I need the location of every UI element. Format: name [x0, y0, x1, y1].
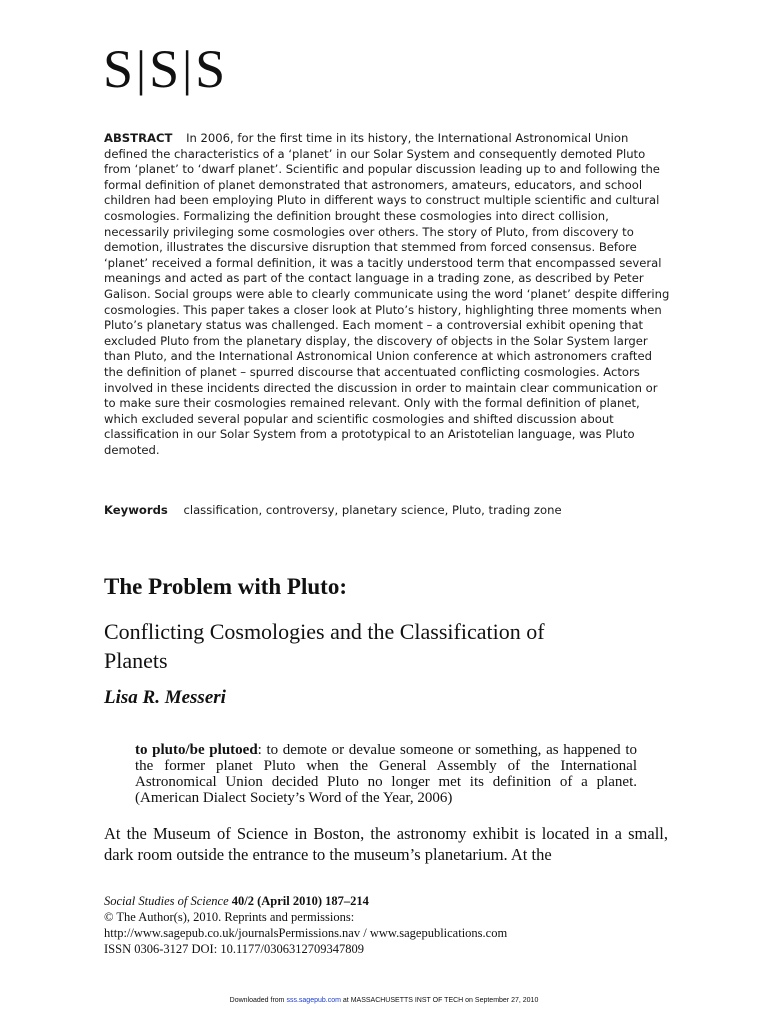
journal-info	[104, 893, 664, 957]
logo-divider: |	[182, 40, 194, 96]
epigraph-text: : to demote or devalue someone or something, as happened to the former planet Pluto when the General Assembly of the International Astronomical Union decided Pluto no longer met its definition of a planet. (American Dialect Society’s Word of the Year, 2006)	[135, 742, 638, 806]
epigraph-term: to pluto/be plutoed	[135, 742, 258, 758]
permissions-urls: http://www.sagepub.co.uk/journalsPermissions.nav / www.sagepublications.com	[104, 926, 508, 940]
epigraph	[135, 742, 637, 806]
logo-divider: |	[136, 40, 148, 96]
journal-volume: 40/2 (April 2010) 187–214	[231, 894, 369, 908]
article-title: The Problem with Pluto:	[104, 574, 347, 599]
download-suffix: at MASSACHUSETTS INST OF TECH on September 27, 2010	[342, 997, 539, 1004]
journal-citation	[104, 893, 664, 909]
body-paragraph: At the Museum of Science in Boston, the astronomy exhibit is located in a small, dark room outside the entrance to the museum’s planetarium. At the	[104, 824, 668, 864]
keywords-label: Keywords	[104, 503, 168, 517]
abstract-text: In 2006, for the first time in its history, the International Astronomical Union defined the characteristics of a ‘planet’ in our Solar System and consequently demoted Pluto from ‘planet’ to ‘dwarf planet’. Scientific and popular discussion leading up to and following the formal definition of planet demonstrated that astronomers, amateurs, educators, and school children had been employing Pluto in different ways to construct multiple scientific and cultural cosmologies. Formalizing the definition brought these cosmologies into direct collision, necessarily privileging some cosmologies over others. The story of Pluto, from discovery to demotion, illustrates the discursive disruption that stemmed from forced consensus. Before ‘planet’ received a formal definition, it was a tacitly understood term that encompassed several meanings and acted as part of the contact language in a trading zone, as described by Peter Galison. Social groups were able to clearly communicate using the word ‘planet’ despite differing cosmologies. This paper takes a closer look at Pluto’s history, highlighting three moments when Pluto’s planetary status was challenged. Each moment – a controversial exhibit opening that excluded Pluto from the planetary display, the discovery of objects in the Solar System larger than Pluto, and the International Astronomical Union conference at which astronomers crafted the definition of planet – spurred discourse that accentuated conflicting cosmologies. Actors involved in these incidents directed the discussion in order to maintain clear communication or to make sure their cosmologies remained relevant. Only with the formal definition of planet, which excluded several popular and scientific cosmologies and shifted discussion about classification in our Solar System from a prototypical to an Aristotelian language, was Pluto demoted.	[104, 131, 670, 457]
download-prefix: Downloaded from	[229, 997, 285, 1004]
logo-letter: S	[103, 39, 135, 99]
journal-logo	[103, 39, 227, 99]
article-author: Lisa R. Messeri	[104, 687, 226, 708]
keywords	[104, 503, 670, 519]
issn-doi: ISSN 0306-3127 DOI: 10.1177/0306312709347809	[104, 942, 364, 956]
copyright-line: © The Author(s), 2010. Reprints and permissions:	[104, 910, 355, 924]
article-subtitle: Conflicting Cosmologies and the Classification of Planets	[104, 619, 545, 673]
journal-name: Social Studies of Science	[104, 894, 229, 908]
logo-letter: S	[195, 39, 227, 99]
download-source-link[interactable]: sss.sagepub.com	[286, 997, 341, 1004]
logo-letter: S	[149, 39, 181, 99]
abstract-label: ABSTRACT	[104, 131, 173, 145]
keywords-text: classification, controversy, planetary science, Pluto, trading zone	[183, 503, 562, 517]
abstract	[104, 131, 670, 458]
download-footer	[0, 997, 768, 1004]
